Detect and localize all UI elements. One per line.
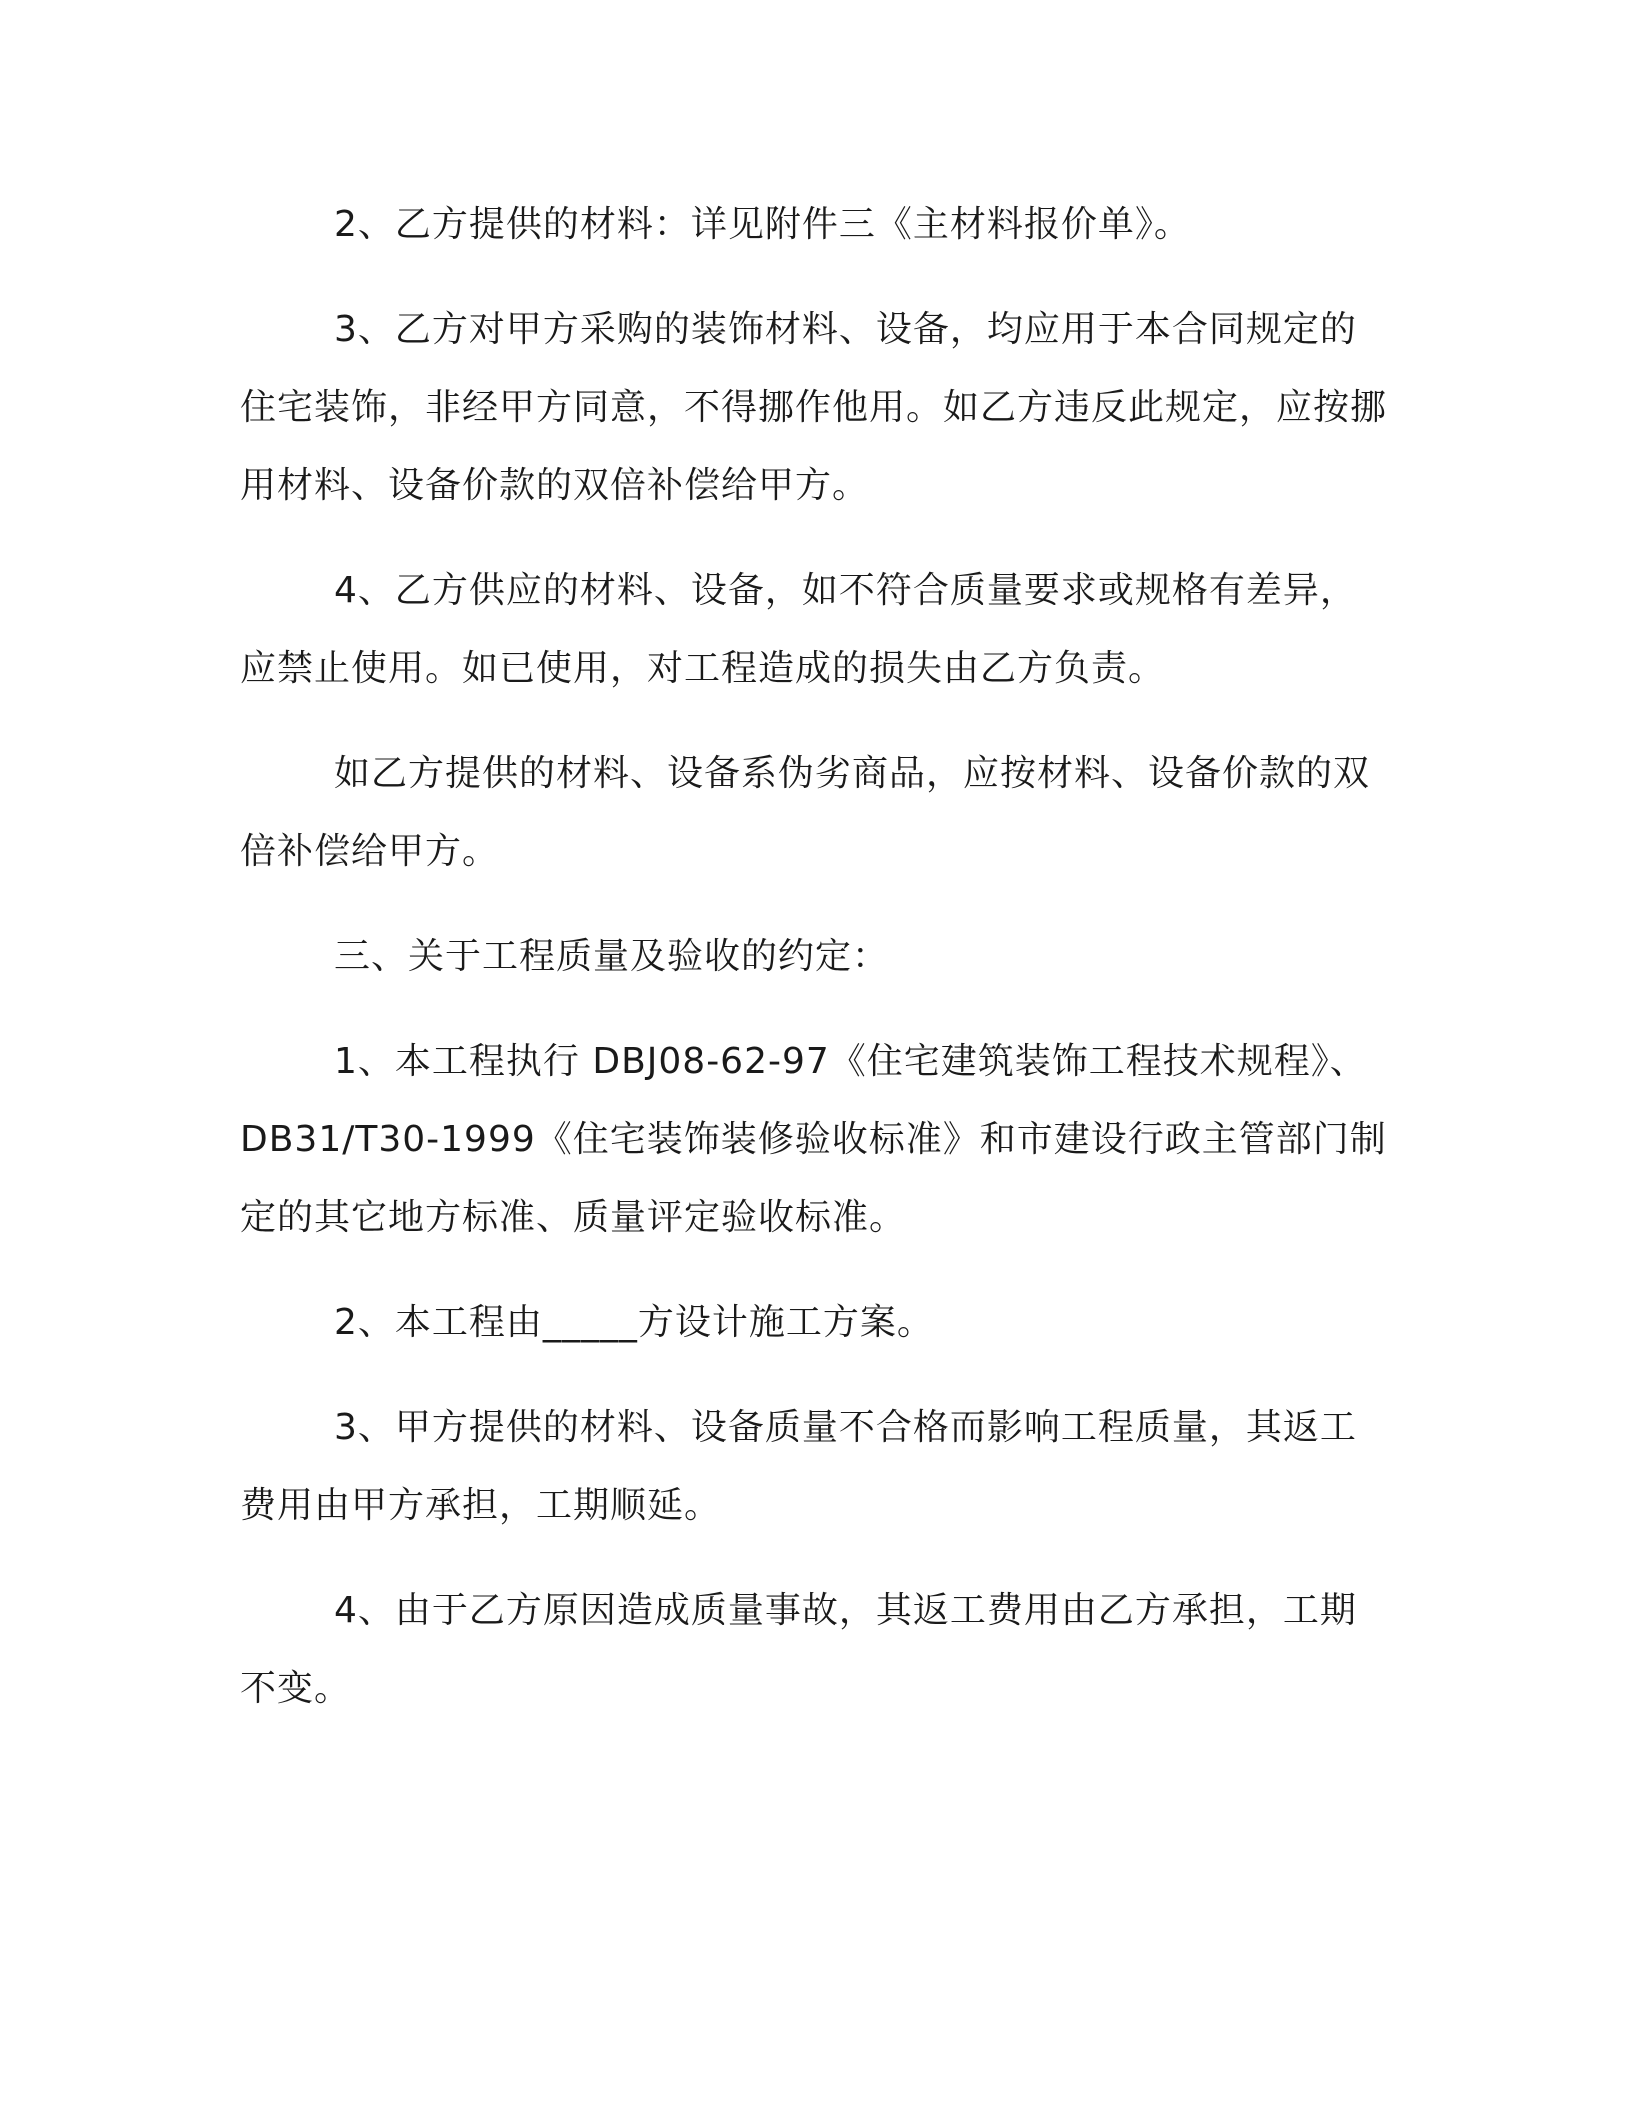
paragraph-party-a-rework: 3、甲方提供的材料、设备质量不合格而影响工程质量，其返工费用由甲方承担，工期顺延。 (240, 1407, 1357, 1526)
paragraph-party-b-rework: 4、由于乙方原因造成质量事故，其返工费用由乙方承担，工期不变。 (240, 1590, 1357, 1709)
paragraph-materials-supplied: 2、乙方提供的材料：详见附件三《主材料报价单》。 (334, 204, 1191, 245)
paragraph-design-party: 2、本工程由_____方设计施工方案。 (334, 1302, 934, 1343)
paragraph-materials-usage: 3、乙方对甲方采购的装饰材料、设备，均应用于本合同规定的住宅装饰，非经甲方同意，不得挪作他用。如乙方违反此规定，应按挪用材料、设备价款的双倍补偿给甲方。 (240, 309, 1388, 506)
paragraph-standards: 1、本工程执行 DBJ08-62-97《住宅建筑装饰工程技术规程》、DB31/T30-1999《住宅装饰装修验收标准》和市建设行政主管部门制定的其它地方标准、质量评定验收标准。 (240, 1041, 1387, 1238)
document-page (240, 186, 1390, 1728)
paragraph-counterfeit-compensation: 如乙方提供的材料、设备系伪劣商品，应按材料、设备价款的双倍补偿给甲方。 (240, 753, 1371, 872)
section-heading-quality-acceptance: 三、关于工程质量及验收的约定： (334, 936, 890, 977)
paragraph-materials-quality: 4、乙方供应的材料、设备，如不符合质量要求或规格有差异，应禁止使用。如已使用，对工程造成的损失由乙方负责。 (240, 570, 1357, 689)
